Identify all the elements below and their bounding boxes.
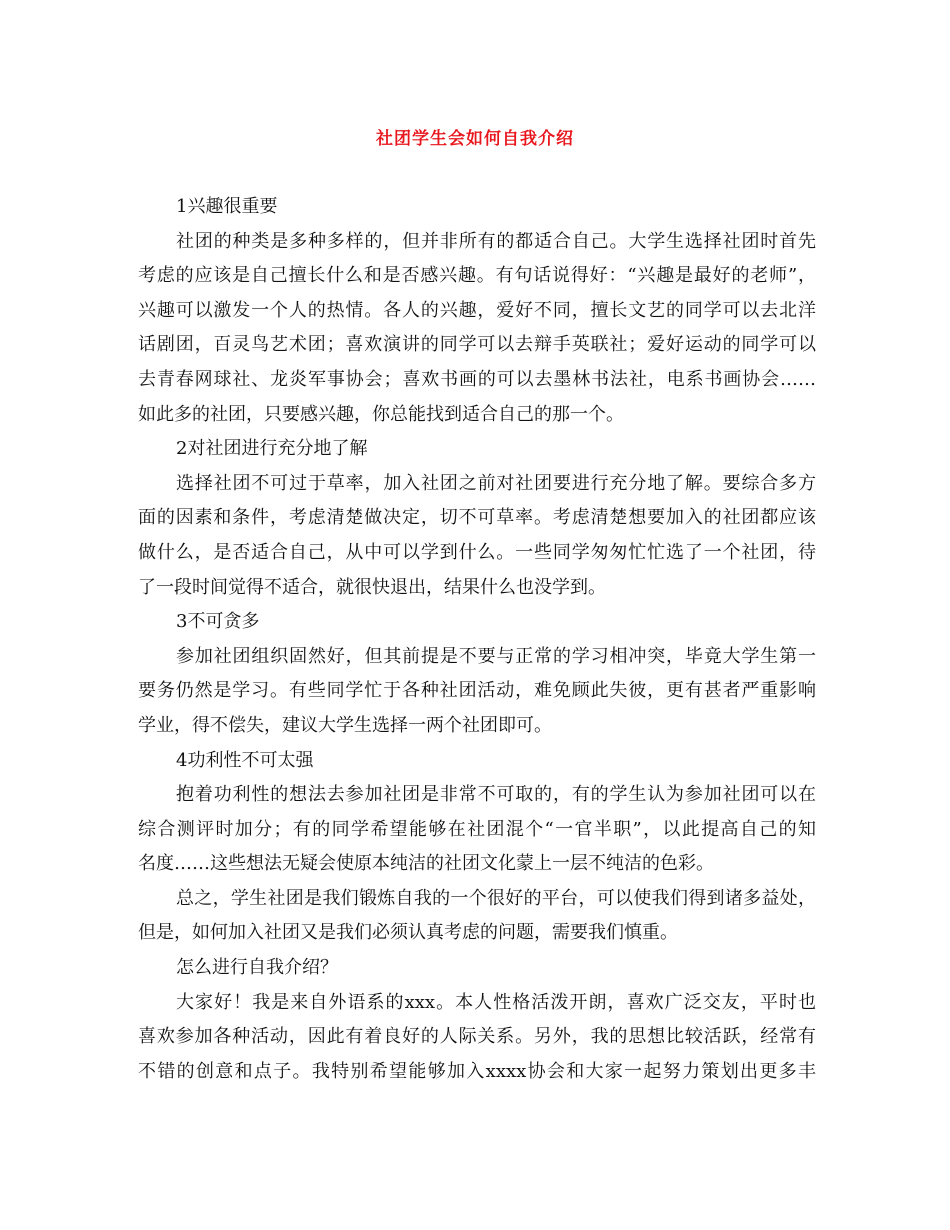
text-line: 综合测评时加分；有的同学希望能够在社团混个“一官半职”，以此提高自己的知 bbox=[138, 818, 816, 840]
text-line: 学业，得不偿失，建议大学生选择一两个社团即可。 bbox=[138, 714, 552, 736]
text-line: 1兴趣很重要 bbox=[176, 196, 278, 217]
text-line: 话剧团，百灵鸟艺术团；喜欢演讲的同学可以去辩手英联社；爱好运动的同学可以 bbox=[138, 334, 816, 356]
text-line: 了一段时间觉得不适合，就很快退出，结果什么也没学到。 bbox=[138, 576, 606, 598]
text-line: 要务仍然是学习。有些同学忙于各种社团活动，难免顾此失彼，更有甚者严重影响 bbox=[138, 680, 816, 702]
text-line: 选择社团不可过于草率，加入社团之前对社团要进行充分地了解。要综合多方 bbox=[176, 472, 816, 494]
text-line: 但是，如何加入社团又是我们必须认真考虑的问题，需要我们慎重。 bbox=[138, 922, 678, 944]
text-line: 总之，学生社团是我们锻炼自我的一个很好的平台，可以使我们得到诸多益处， bbox=[176, 887, 816, 909]
text-line: 喜欢参加各种活动，因此有着良好的人际关系。另外，我的思想比较活跃，经常有 bbox=[138, 1026, 816, 1048]
text-line: 去青春网球社、龙炎军事协会；喜欢书画的可以去墨林书法社，电系书画协会…… bbox=[138, 368, 816, 390]
text-line: 不错的创意和点子。我特别希望能够加入xxxx协会和大家一起努力策划出更多丰 bbox=[138, 1060, 816, 1082]
text-line: 参加社团组织固然好，但其前提是不要与正常的学习相冲突，毕竟大学生第一 bbox=[176, 645, 816, 667]
text-line: 社团的种类是多种多样的，但并非所有的都适合自己。大学生选择社团时首先 bbox=[176, 230, 816, 252]
text-line: 2对社团进行充分地了解 bbox=[176, 438, 368, 460]
text-line: 怎么进行自我介绍？ bbox=[176, 957, 338, 979]
text-line: 兴趣可以激发一个人的热情。各人的兴趣，爱好不同，擅长文艺的同学可以去北洋 bbox=[138, 299, 816, 321]
document-title: 社团学生会如何自我介绍 bbox=[376, 129, 574, 149]
text-line: 如此多的社团，只要感兴趣，你总能找到适合自己的那一个。 bbox=[138, 403, 624, 425]
text-line: 面的因素和条件，考虑清楚做决定，切不可草率。考虑清楚想要加入的社团都应该 bbox=[138, 507, 816, 529]
text-line: 考虑的应该是自己擅长什么和是否感兴趣。有句话说得好：“兴趣是最好的老师”， bbox=[138, 265, 816, 287]
document-body bbox=[138, 190, 816, 1089]
text-line: 3不可贪多 bbox=[176, 611, 260, 633]
text-line: 4功利性不可太强 bbox=[176, 749, 314, 771]
text-line: 抱着功利性的想法去参加社团是非常不可取的，有的学生认为参加社团可以在 bbox=[176, 784, 816, 806]
text-line: 做什么，是否适合自己，从中可以学到什么。一些同学匆匆忙忙选了一个社团，待 bbox=[138, 541, 816, 563]
text-line: 名度……这些想法无疑会使原本纯洁的社团文化蒙上一层不纯洁的色彩。 bbox=[138, 853, 714, 875]
text-line: 大家好！我是来自外语系的xxx。本人性格活泼开朗，喜欢广泛交友，平时也 bbox=[176, 991, 816, 1013]
